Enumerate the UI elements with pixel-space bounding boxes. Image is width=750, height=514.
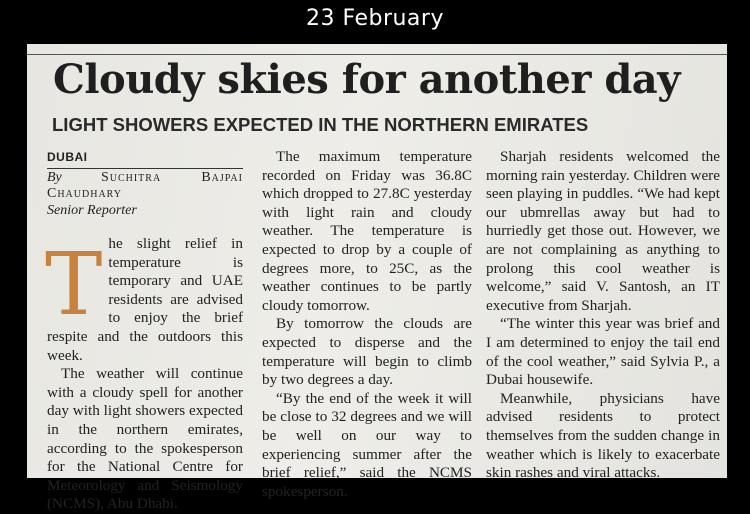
- paragraph: Meanwhile, physicians have advised residents to protect themselves from the sudden change in weather which is likely to exacerbate skin rashes and viral attacks.: [486, 389, 720, 482]
- lead-paragraph: [47, 235, 243, 365]
- paragraph: The maximum temperature recorded on Friday was 36.8C which dropped to 27.8C yesterday with light rain and cloudy weather. The temperature is expected to drop by a couple of degrees more, to 25C, as the weather continues to be partly cloudy tomorrow.: [262, 148, 472, 314]
- subheadline: LIGHT SHOWERS EXPECTED IN THE NORTHERN EMIRATES: [52, 114, 589, 135]
- paragraph: “By the end of the week it will be close to 32 degrees and we will be well on our way to experiencing summer after the brief relief,” said the NCMS spokesperson.: [262, 389, 472, 500]
- column-2: [262, 148, 472, 501]
- date-caption: 23 February: [306, 6, 444, 31]
- top-rule: [27, 54, 727, 55]
- paragraph: The weather will continue with a cloudy spell for another day with light showers expected in the northern emirates, according to the spokesperson for the National Centre for Meteorology and Seismology (NCMS), Abu Dhabi.: [47, 365, 243, 513]
- paragraph: “The winter this year was brief and I am determined to enjoy the tail end of the cool weather,” said Sylvia P., a Dubai housewife.: [486, 315, 720, 389]
- byline-prefix: By: [47, 169, 101, 185]
- column-3: [486, 148, 720, 483]
- lead-text: he slight relief in temperature is temporary and UAE residents are advised to enjoy the brief respite and the outdoors this week.: [47, 235, 243, 364]
- paragraph: By tomorrow the clouds are expected to disperse and the temperature will begin to climb by two degrees a day.: [262, 315, 472, 389]
- author-role: Senior Reporter: [47, 202, 137, 218]
- paragraph: Sharjah residents welcomed the morning rain yesterday. Children were seen playing in puddles. “We had kept our ubmrellas away but had to hurriedly get those out. However, we are not complaining as anything to prolong this cool weather is welcome,” said V. Santosh, an IT executive from Sharjah.: [486, 148, 720, 314]
- column-1: [47, 148, 243, 514]
- headline: Cloudy skies for another day: [53, 56, 680, 103]
- byline: [47, 170, 243, 220]
- drop-cap: T: [45, 235, 103, 336]
- author-name: Suchitra Bajpai Chaudhary: [47, 169, 243, 202]
- dateline: DUBAI: [47, 148, 243, 169]
- newspaper-clipping: [27, 44, 727, 513]
